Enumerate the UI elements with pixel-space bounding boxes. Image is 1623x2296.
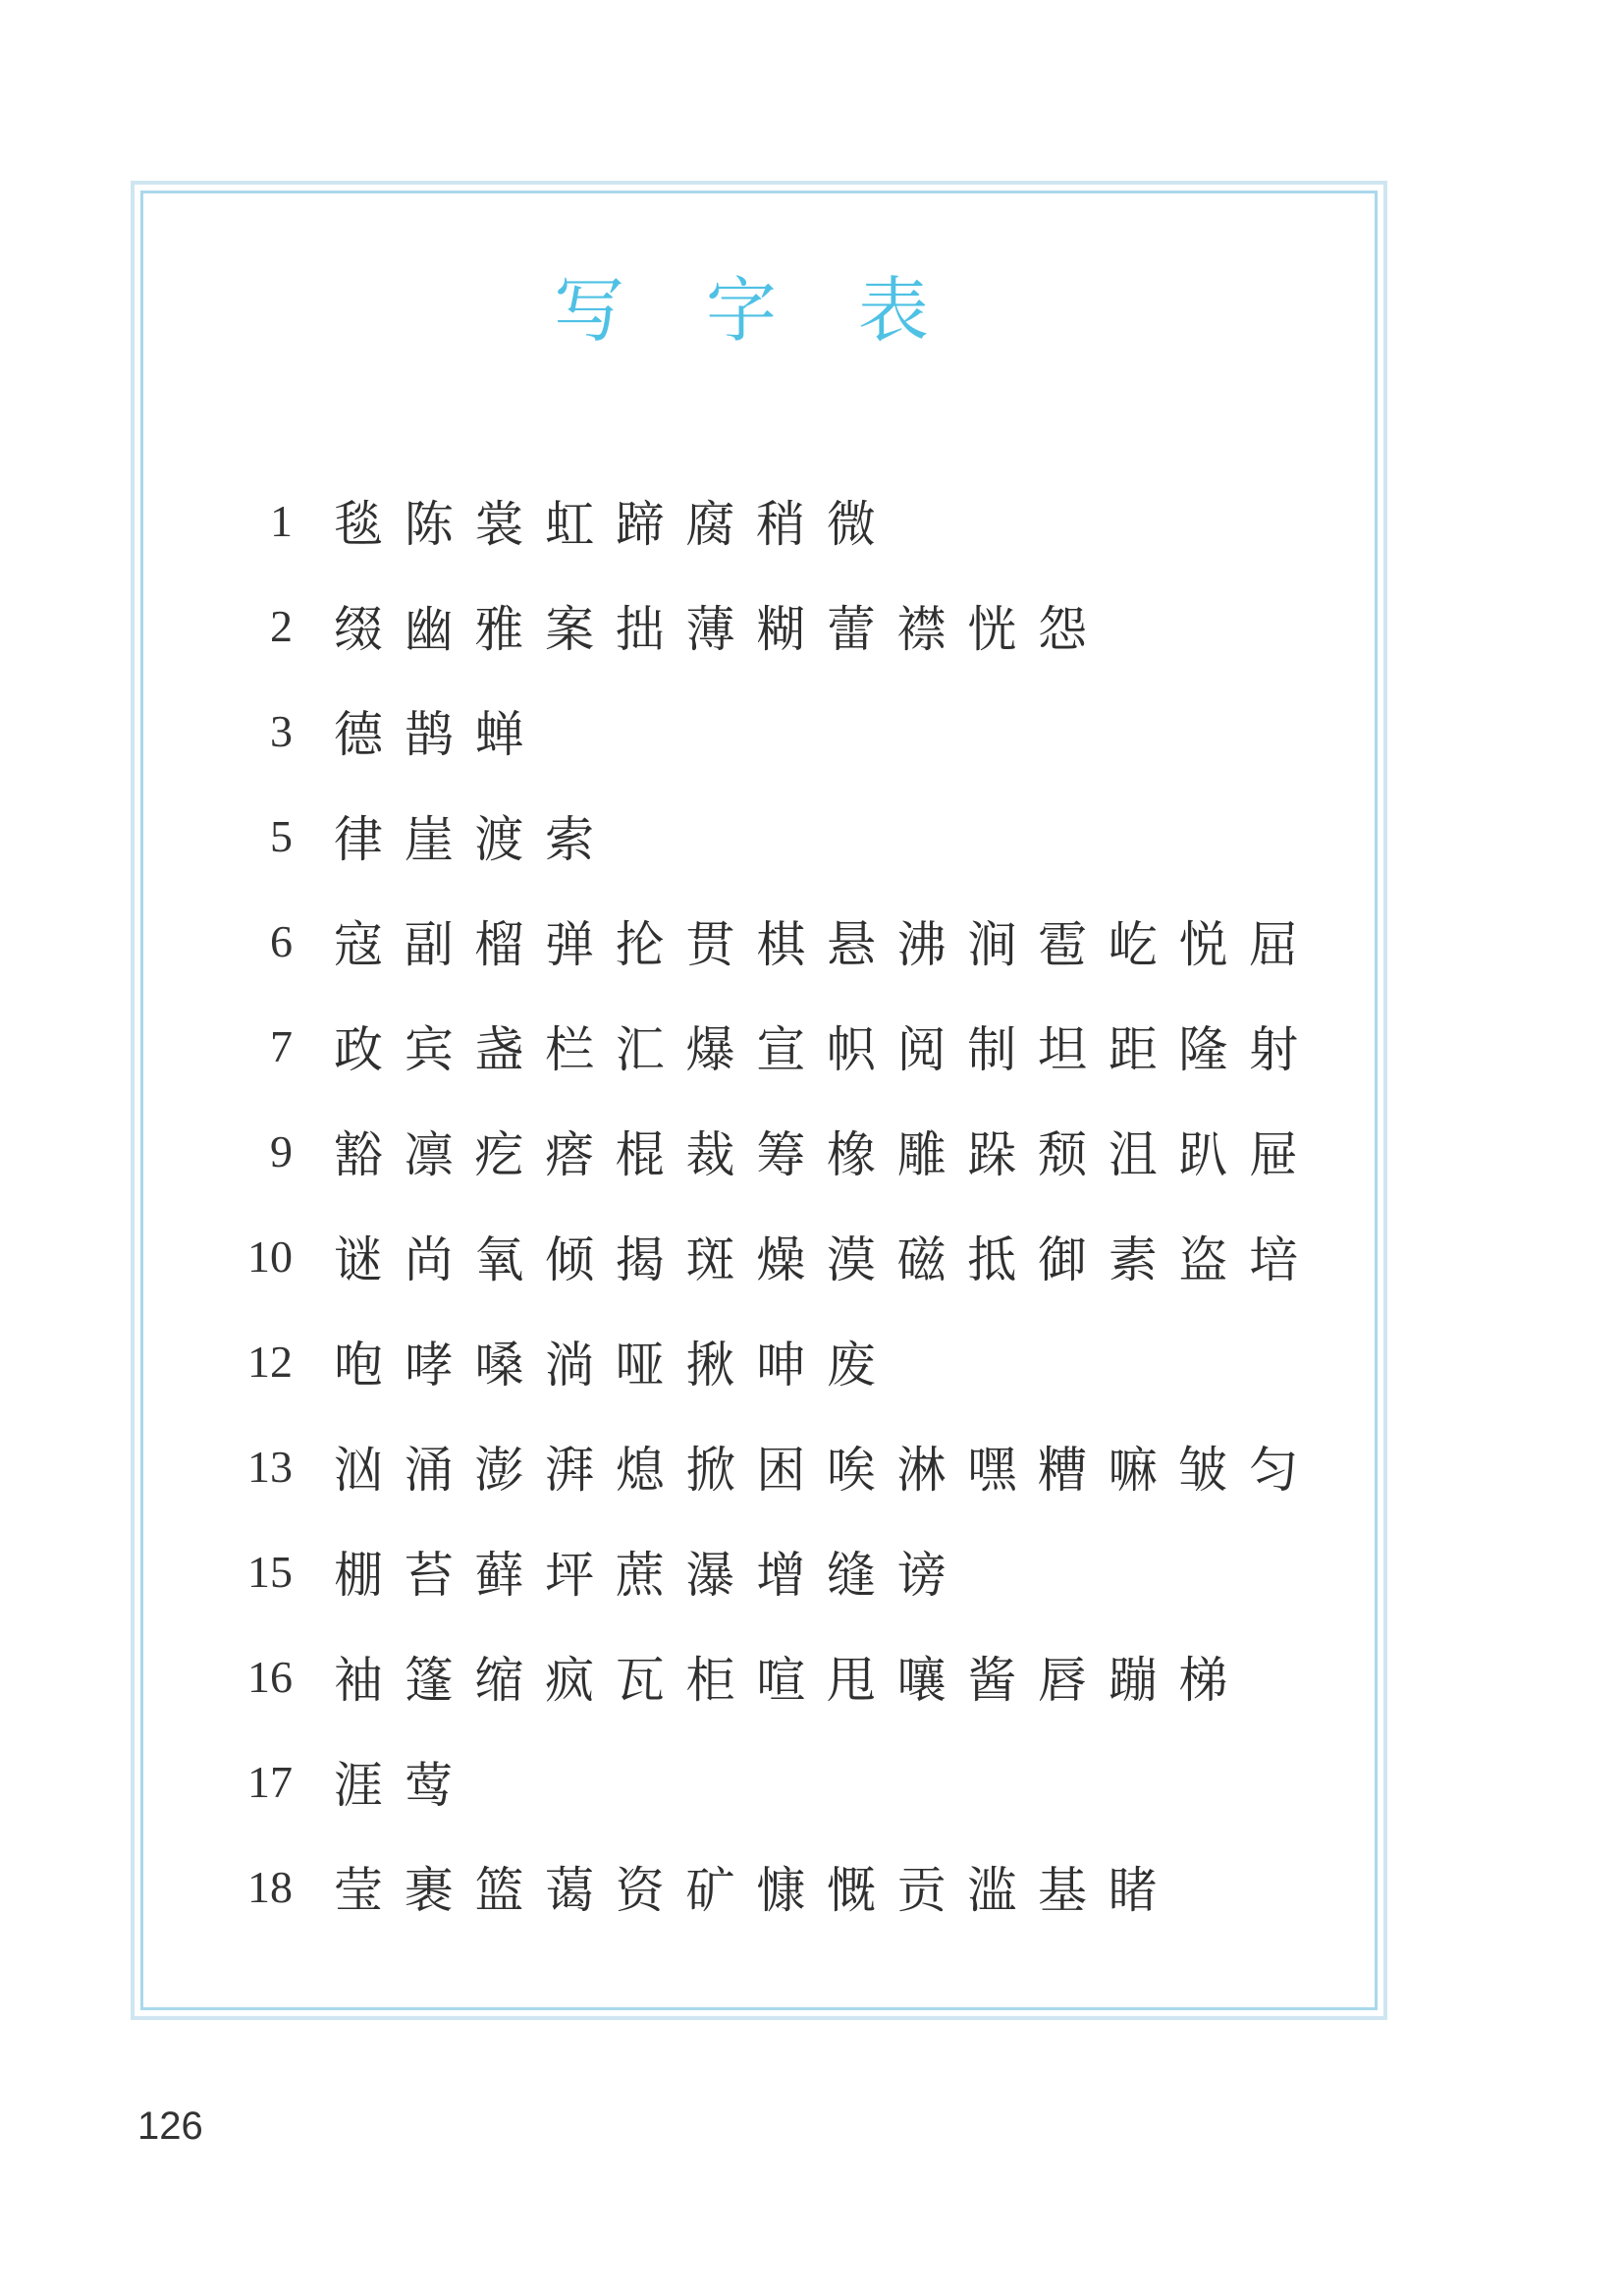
lesson-number: 12 [247, 1336, 293, 1387]
lesson-characters: 政宾盏栏汇爆宣帜阅制坦距隆射 [334, 1021, 1320, 1078]
lesson-characters: 豁凛疙瘩棍裁筹橡雕跺颓沮趴屉 [334, 1126, 1320, 1183]
table-row [177, 596, 1109, 658]
lesson-number: 1 [270, 495, 293, 546]
lesson-number: 2 [270, 600, 293, 651]
lesson-characters: 咆哮嗓淌哑揪呻废 [334, 1337, 897, 1394]
lesson-characters: 汹涌澎湃熄掀困唉淋嘿糟嘛皱匀 [334, 1442, 1320, 1499]
lesson-number: 10 [247, 1230, 293, 1282]
lesson-characters: 棚苔藓坪蔗瀑增缝谤 [334, 1547, 968, 1604]
lesson-characters: 律崖渡索 [334, 811, 616, 868]
lesson-characters: 袖篷缩疯瓦柜喧甩嚷酱唇蹦梯 [334, 1652, 1250, 1709]
table-row [177, 1332, 897, 1394]
table-row [177, 1647, 1250, 1709]
table-row [177, 491, 897, 553]
lesson-number: 3 [270, 705, 293, 756]
lesson-number: 5 [270, 810, 293, 861]
lesson-characters: 谜尚氧倾揭斑燥漠磁抵御素盗培 [334, 1231, 1320, 1288]
lesson-number: 7 [270, 1020, 293, 1071]
lesson-number: 6 [270, 915, 293, 966]
lesson-number: 13 [247, 1441, 293, 1492]
lesson-characters: 缀幽雅案拙薄糊蕾襟恍怨 [334, 601, 1109, 658]
lesson-characters: 莹裹篮蔼资矿慷慨贡滥基睹 [334, 1862, 1179, 1919]
lesson-characters: 寇副榴弹抡贯棋悬沸涧雹屹悦屈 [334, 916, 1320, 973]
table-row [177, 1542, 968, 1604]
lesson-number: 15 [247, 1546, 293, 1597]
page-border-inner [140, 191, 1378, 2010]
table-row [177, 1437, 1320, 1499]
lesson-number: 9 [270, 1125, 293, 1176]
lesson-number: 17 [247, 1756, 293, 1807]
table-row [177, 1227, 1320, 1288]
table-row [177, 1752, 475, 1814]
page-number: 126 [137, 2105, 203, 2148]
page-title: 写 字 表 [554, 269, 958, 352]
lesson-characters: 涯莺 [334, 1757, 475, 1814]
table-row [177, 701, 546, 763]
lesson-characters: 毯陈裳虹蹄腐稍微 [334, 496, 897, 553]
lesson-characters: 德鹊蝉 [334, 706, 546, 763]
lesson-number: 18 [247, 1861, 293, 1912]
table-row [177, 1857, 1179, 1919]
table-row [177, 1016, 1320, 1078]
table-row [177, 1121, 1320, 1183]
table-row [177, 911, 1320, 973]
table-row [177, 806, 616, 868]
lesson-number: 16 [247, 1651, 293, 1702]
